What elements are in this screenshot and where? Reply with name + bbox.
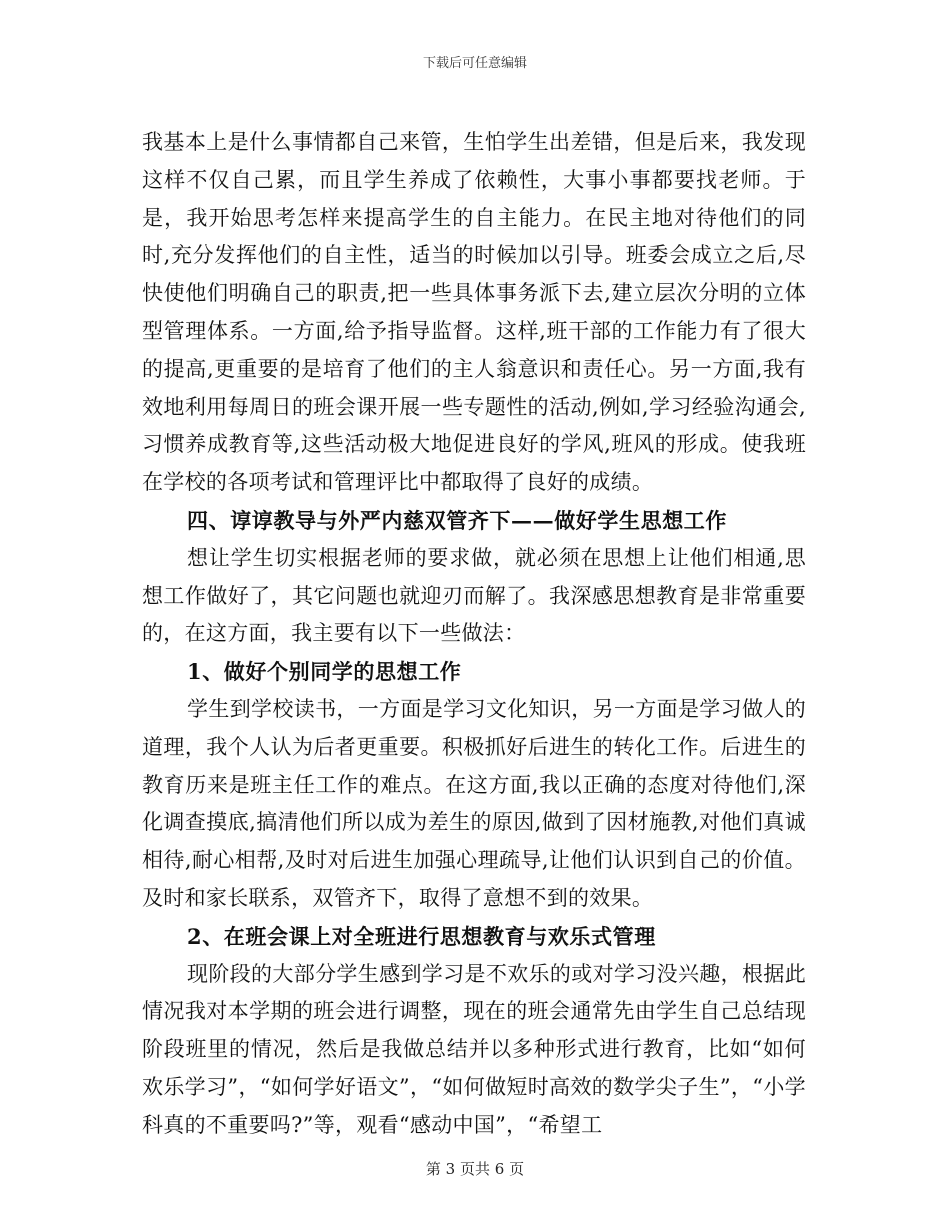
document-body xyxy=(142,124,806,1145)
page-header-note: 下载后可任意编辑 xyxy=(422,56,527,71)
paragraph-class-meeting: 现阶段的大部分学生感到学习是不欢乐的或对学习没兴趣，根据此情况我对本学期的班会进行调整，现在的班会通常先由学生自己总结现阶段班里的情况，然后是我做总结并以多种形式进行教育，比如“如何欢乐学习”，“如何学好语文”，“如何做短时高效的数学尖子生”，“小学科真的不重要吗?”等，观看“感动中国”，“希望工 xyxy=(142,961,806,1137)
section-heading-4: 四、谆谆教导与外严内慈双管齐下——做好学生思想工作 xyxy=(187,507,727,533)
subheading-class-meeting: 2、在班会课上对全班进行思想教育与欢乐式管理 xyxy=(187,923,656,949)
subheading-individual-students: 1、做好个别同学的思想工作 xyxy=(187,659,462,685)
paragraph-individual-students: 学生到学校读书，一方面是学习文化知识，另一方面是学习做人的道理，我个人认为后者更重要。积极抓好后进生的转化工作。后进生的教育历来是班主任工作的难点。在这方面,我以正确的态度对待他们,深化调查摸底,搞清他们所以成为差生的原因,做到了因材施教,对他们真诚相待,耐心相帮,及时对后进生加强心理疏导,让他们认识到自己的价值。及时和家长联系，双管齐下，取得了意想不到的效果。 xyxy=(142,696,806,910)
page-number: 第 3 页共 6 页 xyxy=(425,1160,525,1178)
paragraph-thought-work-intro: 想让学生切实根据老师的要求做，就必须在思想上让他们相通,思想工作做好了，其它问题也就迎刃而解了。我深感思想教育是非常重要的，在这方面，我主要有以下一些做法： xyxy=(142,545,806,646)
paragraph-self-management: 我基本上是什么事情都自己来管，生怕学生出差错，但是后来，我发现这样不仅自己累，而且学生养成了依赖性，大事小事都要找老师。于是，我开始思考怎样来提高学生的自主能力。在民主地对待他们的同时,充分发挥他们的自主性，适当的时候加以引导。班委会成立之后,尽快使他们明确自己的职责,把一些具体事务派下去,建立层次分明的立体型管理体系。一方面,给予指导监督。这样,班干部的工作能力有了很大的提高,更重要的是培育了他们的主人翁意识和责任心。另一方面,我有效地利用每周日的班会课开展一些专题性的活动,例如,学习经验沟通会,习惯养成教育等,这些活动极大地促进良好的学风,班风的形成。使我班在学校的各项考试和管理评比中都取得了良好的成绩。 xyxy=(142,130,806,495)
